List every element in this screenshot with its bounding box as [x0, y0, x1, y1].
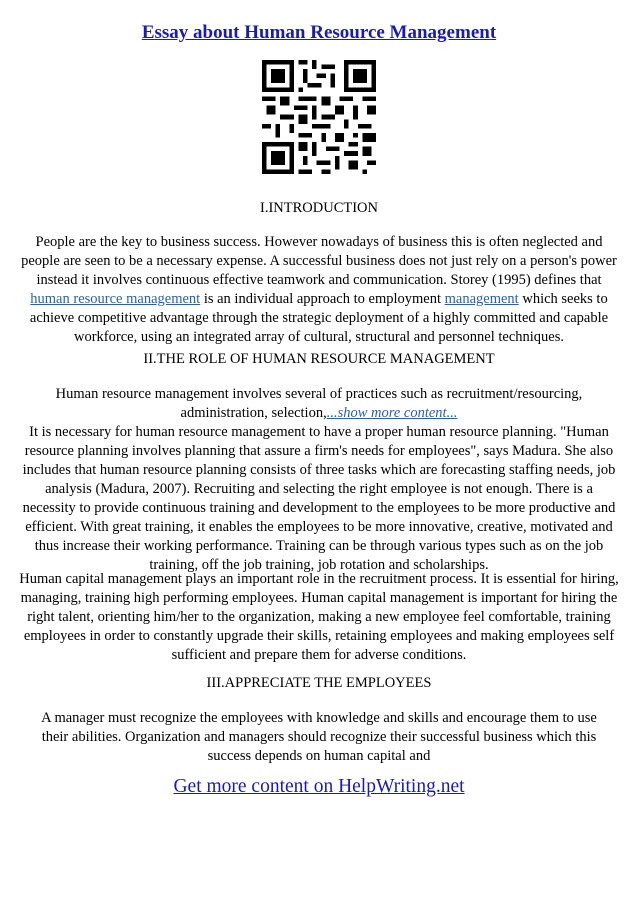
management-link[interactable]: management	[444, 291, 519, 307]
hrm-link[interactable]: human resource management	[30, 291, 201, 307]
intro-text: which seeks to achieve competitive advantage through the strategic deployment of a highly committed and capable workforce, using an integrated array of cultural, structural and personnel techniques.	[29, 291, 609, 345]
role-text: Human resource management involves several of practices such as recruitment/resourcing, administration, selection,	[55, 386, 583, 421]
section-heading-introduction: I.INTRODUCTION	[260, 200, 378, 216]
section-heading-appreciate: III.APPRECIATE THE EMPLOYEES	[206, 675, 432, 691]
section-heading-role: II.THE ROLE OF HUMAN RESOURCE MANAGEMENT	[143, 351, 495, 367]
human-capital-paragraph: Human capital management plays an important role in the recruitment process. It is essential for hiring, managing, training high performing employees. Human capital management is important for hiring the right talent, orienting him/her to the organization, making a new employee feel comfortable, training employees in order to constantly upgrade their skills, retaining employees and making employees self sufficient and prepare them for adverse conditions.	[19, 571, 619, 663]
role-paragraph	[18, 385, 620, 423]
get-more-content-link[interactable]: Get more content on HelpWriting.net	[173, 776, 465, 797]
planning-paragraph: It is necessary for human resource management to have a proper human resource planning. "Human resource planning involves planning that assure a firm's needs for employees", says Madura. She also includes that human resource planning consists of three tasks which are forecasting staffing needs, job analysis (Madura, 2007). Recruiting and selecting the right employee is not enough. There is a necessity to provide continuous training and development to the employees to be more productive and efficient. With great training, it enables the employees to be more innovative, creative, motivated and thus increase their working performance. Training can be through various types such as on the job training, off the job training, job rotation and scholarships.	[22, 424, 616, 573]
qr-code-icon	[262, 60, 376, 174]
document-title[interactable]: Essay about Human Resource Management	[141, 22, 497, 43]
appreciate-paragraph: A manager must recognize the employees with knowledge and skills and encourage them to use their abilities. Organization and managers should recognize their successful business which this success depends on human capital and	[41, 710, 597, 764]
intro-text: is an individual approach to employment	[200, 291, 445, 307]
introduction-paragraph	[18, 233, 620, 347]
intro-text: People are the key to business success. However nowadays of business this is often neglected and people are seen to be a necessary expense. A successful business does not just rely on a person's power instead it involves continuous effective teamwork and communication. Storey (1995) defines that	[21, 234, 617, 288]
show-more-link[interactable]: ...show more content...	[326, 405, 458, 421]
